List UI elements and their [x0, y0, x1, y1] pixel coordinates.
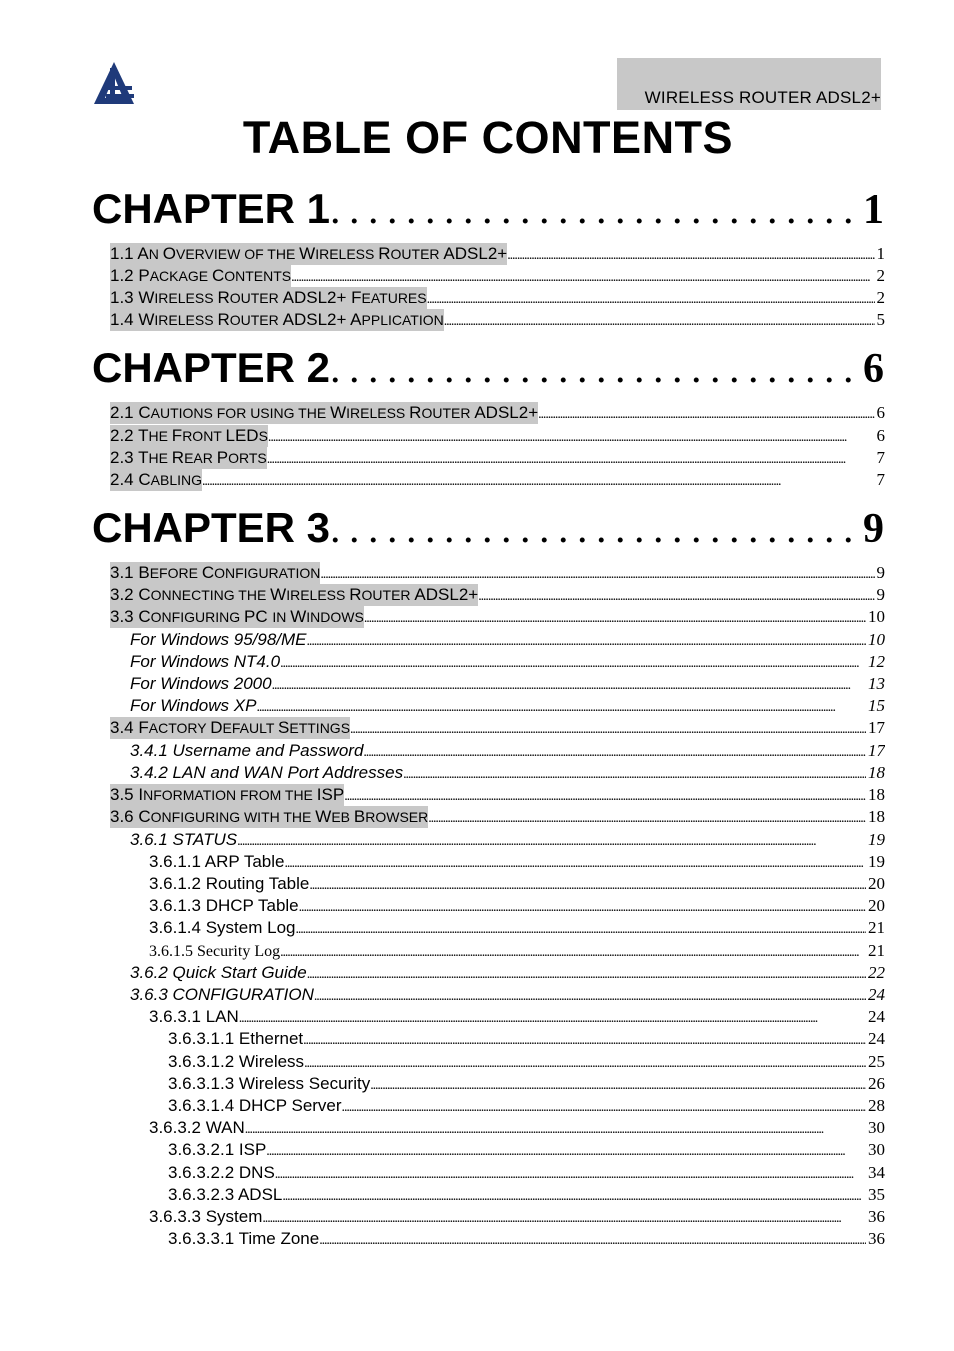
entry-label: 3.6.3.3.1 Time Zone — [168, 1229, 320, 1248]
page-number: 9 — [876, 563, 885, 582]
page-number: 24 — [868, 1007, 885, 1026]
page-number: 12 — [868, 652, 885, 671]
dot-leader — [272, 675, 866, 695]
page-number: 25 — [868, 1052, 885, 1071]
page-number: 34 — [868, 1163, 885, 1182]
toc-section[interactable] — [110, 469, 885, 491]
section-label: 1.4 WIRELESS ROUTER ADSL2+ APPLICATION — [110, 310, 444, 329]
toc-section[interactable] — [110, 243, 885, 265]
page-number: 24 — [868, 1029, 885, 1048]
toc-entry[interactable] — [149, 1206, 885, 1228]
chapter-label: CHAPTER 2 — [92, 345, 331, 391]
toc-section[interactable] — [110, 287, 885, 309]
dot-leader — [291, 267, 874, 287]
toc-entry[interactable] — [168, 1095, 885, 1117]
page-number: 17 — [868, 718, 885, 737]
page-number: 28 — [868, 1096, 885, 1115]
entry-label: 3.6.3.2 WAN — [149, 1118, 245, 1137]
page-number: 18 — [868, 763, 885, 782]
entry-label: 3.6.1.5 Security Log — [149, 943, 281, 960]
dot-leader — [319, 1230, 866, 1250]
entry-label: 3.6.3 CONFIGURATION — [130, 985, 314, 1004]
page-number: 10 — [868, 630, 885, 649]
page-number: 7 — [876, 470, 885, 489]
toc-entry[interactable] — [168, 1162, 885, 1184]
entry-label: 3.6.3.1.4 DHCP Server — [168, 1096, 342, 1115]
toc-entry[interactable] — [130, 962, 885, 984]
page-number: 10 — [868, 607, 885, 626]
entry-label: 3.6.3.2.1 ISP — [168, 1140, 267, 1159]
page-number: 26 — [868, 1074, 885, 1093]
page-number: 6 — [876, 403, 885, 422]
document-header — [617, 58, 881, 110]
chapter-heading[interactable] — [92, 345, 884, 391]
entry-label: 3.6.3.2.3 ADSL — [168, 1185, 283, 1204]
page-number: 22 — [868, 963, 885, 982]
page-number: 36 — [868, 1207, 885, 1226]
toc-section[interactable] — [110, 402, 885, 424]
page-number: 18 — [868, 785, 885, 804]
dot-leader — [344, 786, 866, 806]
page-number: 19 — [868, 830, 885, 849]
dot-leader — [363, 742, 866, 762]
entry-label: For Windows XP — [130, 696, 257, 715]
page-number: 5 — [876, 310, 885, 329]
page-number: 13 — [868, 674, 885, 693]
page-number: 7 — [876, 448, 885, 467]
dot-leader — [507, 245, 874, 265]
toc-entry[interactable] — [149, 940, 885, 962]
toc-section[interactable] — [110, 562, 885, 584]
dot-leader — [478, 586, 874, 606]
page-number: 1 — [863, 187, 884, 232]
entry-label: 3.4.2 LAN and WAN Port Addresses — [130, 763, 404, 782]
entry-label: For Windows 2000 — [130, 674, 272, 693]
dot-leader — [330, 518, 859, 550]
page-title: TABLE OF CONTENTS — [242, 112, 734, 163]
entry-label: 3.6.3.1.1 Ethernet — [168, 1029, 304, 1048]
toc-entry[interactable] — [149, 895, 885, 917]
dot-leader — [320, 564, 874, 584]
toc-section[interactable] — [110, 784, 885, 806]
chapter-label: CHAPTER 3 — [92, 505, 331, 551]
page-number: 6 — [863, 346, 884, 391]
dot-leader — [239, 1008, 866, 1028]
toc-entry[interactable] — [130, 762, 885, 784]
page-number: 17 — [868, 741, 885, 760]
section-label: 2.4 CABLING — [110, 470, 202, 489]
dot-leader — [295, 919, 866, 939]
toc-entry[interactable] — [130, 740, 885, 762]
toc-entry[interactable] — [168, 1228, 885, 1250]
toc-entry[interactable] — [130, 629, 885, 651]
toc-section[interactable] — [110, 717, 885, 739]
toc-entry[interactable] — [168, 1139, 885, 1161]
page-number: 35 — [868, 1185, 885, 1204]
dot-leader — [342, 1097, 866, 1117]
dot-leader — [267, 449, 875, 469]
toc-section[interactable] — [110, 606, 885, 628]
page-number: 20 — [868, 896, 885, 915]
entry-label: For Windows 95/98/ME — [130, 630, 307, 649]
chapter-heading[interactable] — [92, 186, 884, 232]
section-label: 3.6 CONFIGURING WITH THE WEB BROWSER — [110, 807, 429, 826]
entry-label: 3.6.3.1.2 Wireless — [168, 1052, 305, 1071]
section-label: 3.2 CONNECTING THE WIRELESS ROUTER ADSL2+ — [110, 585, 479, 604]
section-label: 2.1 CAUTIONS FOR USING THE WIRELESS ROUTER ADSL2+ — [110, 403, 539, 422]
toc-entry[interactable] — [168, 1073, 885, 1095]
toc-entry[interactable] — [149, 1006, 885, 1028]
page-number: 18 — [868, 807, 885, 826]
toc-entry[interactable] — [149, 851, 885, 873]
dot-leader — [427, 289, 875, 309]
section-label: 3.4 FACTORY DEFAULT SETTINGS — [110, 718, 351, 737]
dot-leader — [299, 897, 866, 917]
toc-entry[interactable] — [168, 1028, 885, 1050]
dot-leader — [245, 1119, 866, 1139]
toc-entry[interactable] — [130, 651, 885, 673]
entry-label: 3.6.1.4 System Log — [149, 918, 296, 937]
entry-label: 3.6.1 STATUS — [130, 830, 238, 849]
dot-leader — [364, 608, 866, 628]
toc-entry[interactable] — [130, 829, 885, 851]
page-number: 15 — [868, 696, 885, 715]
toc-section[interactable] — [110, 309, 885, 331]
toc-entry[interactable] — [168, 1051, 885, 1073]
dot-leader — [284, 853, 866, 873]
entry-label: 3.6.1.1 ARP Table — [149, 852, 285, 871]
page-number: 24 — [868, 985, 885, 1004]
dot-leader — [280, 653, 866, 673]
dot-leader — [309, 875, 866, 895]
page-number: 2 — [876, 288, 885, 307]
dot-leader — [538, 404, 874, 424]
section-label: 1.3 WIRELESS ROUTER ADSL2+ FEATURES — [110, 288, 427, 307]
toc-section[interactable] — [110, 584, 885, 606]
toc-section[interactable] — [110, 806, 885, 828]
page-number: 9 — [876, 585, 885, 604]
product-name: WIRELESS ROUTER ADSL2+ — [644, 88, 881, 107]
toc-entry[interactable] — [149, 917, 885, 939]
section-label: 3.1 BEFORE CONFIGURATION — [110, 563, 321, 582]
dot-leader — [303, 1030, 866, 1050]
dot-leader — [275, 1164, 866, 1184]
section-label: 1.1 AN OVERVIEW OF THE WIRELESS ROUTER ADSL2+ — [110, 244, 508, 263]
company-logo-icon — [92, 60, 136, 106]
entry-label: 3.4.1 Username and Password — [130, 741, 364, 760]
toc-entry[interactable] — [130, 984, 885, 1006]
entry-label: 3.6.3.2.2 DNS — [168, 1163, 275, 1182]
toc-entry[interactable] — [168, 1184, 885, 1206]
dot-leader — [330, 199, 859, 231]
toc-entry[interactable] — [130, 695, 885, 717]
page-number: 20 — [868, 874, 885, 893]
page-number: 9 — [863, 506, 884, 551]
entry-label: 3.6.2 Quick Start Guide — [130, 963, 307, 982]
dot-leader — [444, 311, 875, 331]
page-number: 21 — [868, 941, 885, 960]
chapter-label: CHAPTER 1 — [92, 186, 331, 232]
dot-leader — [370, 1075, 866, 1095]
dot-leader — [314, 986, 866, 1006]
dot-leader — [266, 1141, 866, 1161]
toc-section[interactable] — [110, 425, 885, 447]
toc-entry[interactable] — [149, 1117, 885, 1139]
toc-entry[interactable] — [149, 873, 885, 895]
entry-label: 3.6.3.3 System — [149, 1207, 263, 1226]
toc-section[interactable] — [110, 265, 885, 287]
dot-leader — [268, 427, 875, 447]
dot-leader — [282, 1186, 866, 1206]
dot-leader — [280, 942, 866, 962]
dot-leader — [350, 719, 866, 739]
dot-leader — [330, 358, 859, 390]
dot-leader — [304, 1053, 866, 1073]
dot-leader — [256, 697, 866, 717]
dot-leader — [237, 831, 866, 851]
page-number: 1 — [876, 244, 885, 263]
section-label: 3.3 CONFIGURING PC IN WINDOWS — [110, 607, 364, 626]
dot-leader — [202, 471, 875, 491]
dot-leader — [307, 631, 866, 651]
chapter-heading[interactable] — [92, 505, 884, 551]
toc-entry[interactable] — [130, 673, 885, 695]
entry-label: 3.6.1.2 Routing Table — [149, 874, 310, 893]
page-number: 2 — [876, 266, 885, 285]
section-label: 3.5 INFORMATION FROM THE ISP — [110, 785, 345, 804]
section-label: 2.2 THE FRONT LEDS — [110, 426, 268, 445]
page-number: 19 — [868, 852, 885, 871]
page-number: 30 — [868, 1118, 885, 1137]
page-number: 6 — [876, 426, 885, 445]
page-number: 21 — [868, 918, 885, 937]
entry-label: 3.6.1.3 DHCP Table — [149, 896, 299, 915]
section-label: 1.2 PACKAGE CONTENTS — [110, 266, 292, 285]
section-label: 2.3 THE REAR PORTS — [110, 448, 267, 467]
entry-label: 3.6.3.1.3 Wireless Security — [168, 1074, 371, 1093]
dot-leader — [428, 808, 866, 828]
dot-leader — [262, 1208, 866, 1228]
entry-label: 3.6.3.1 LAN — [149, 1007, 239, 1026]
toc-section[interactable] — [110, 447, 885, 469]
dot-leader — [403, 764, 866, 784]
page-number: 30 — [868, 1140, 885, 1159]
entry-label: For Windows NT4.0 — [130, 652, 281, 671]
page-number: 36 — [868, 1229, 885, 1248]
dot-leader — [307, 964, 866, 984]
